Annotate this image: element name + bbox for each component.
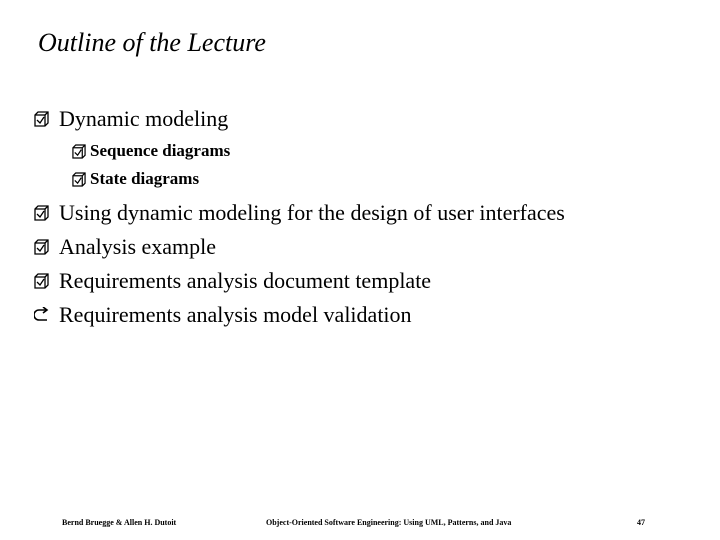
bullet-text: Dynamic modeling (59, 106, 229, 131)
bullet-item (59, 268, 431, 294)
bullet-text: Using dynamic modeling for the design of user interfaces (59, 200, 565, 225)
sub-bullet-text: Sequence diagrams (90, 141, 231, 160)
checkbox-icon (34, 239, 49, 255)
checkbox-icon (72, 172, 86, 187)
slide-title: Outline of the Lecture (38, 28, 266, 57)
bullet-item-current (59, 302, 412, 328)
bullet-item (59, 234, 216, 260)
checkbox-icon (34, 273, 49, 289)
sub-bullet-item (90, 169, 199, 189)
footer-authors: Bernd Bruegge & Allen H. Dutoit (62, 518, 177, 527)
arrow-right-icon (34, 307, 49, 323)
bullet-item (59, 106, 228, 132)
sub-bullet-item (90, 141, 230, 161)
bullet-item (59, 200, 565, 226)
sub-bullet-text: State diagrams (90, 169, 200, 188)
footer-book-title: Object-Oriented Software Engineering: Using UML, Patterns, and Java (266, 518, 512, 527)
footer-page-number: 47 (637, 518, 645, 527)
bullet-text: Requirements analysis model validation (59, 302, 412, 327)
bullet-text: Analysis example (59, 234, 217, 259)
bullet-text: Requirements analysis document template (59, 268, 432, 293)
checkbox-icon (72, 144, 86, 159)
checkbox-icon (34, 205, 49, 221)
checkbox-icon (34, 111, 49, 127)
